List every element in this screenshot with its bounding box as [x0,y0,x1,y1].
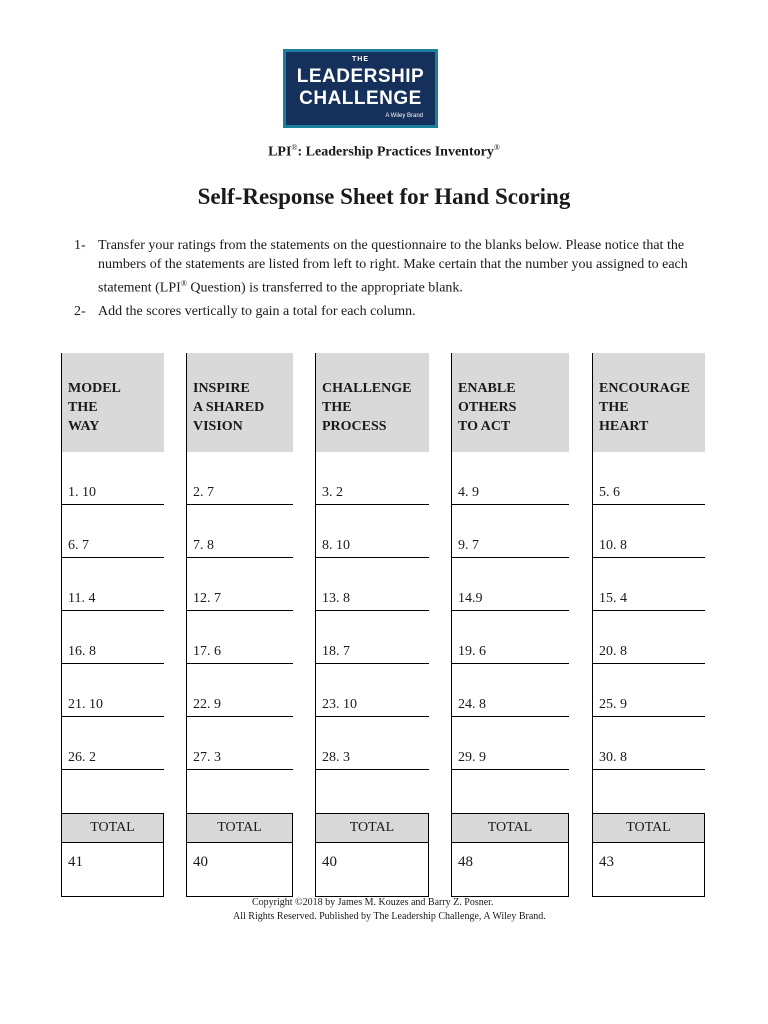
lpi-text: LPI [268,144,292,160]
column-body [61,452,164,814]
column-body [315,452,429,814]
header-line: INSPIRE [193,381,250,396]
score-row: 14.9 [452,558,569,611]
score-row: 27. 3 [187,717,293,770]
instruction-reg: ® [180,279,187,288]
instruction-text-post: Question) is transferred to the appropriate blank. [186,280,463,296]
score-row: 25. 9 [593,664,705,717]
column-body [451,452,569,814]
logo-wiley: A Wiley Brand [385,113,423,119]
score-row: 24. 8 [452,664,569,717]
logo-line2: CHALLENGE [299,88,422,109]
score-row: 11. 4 [62,558,164,611]
score-row: 15. 4 [593,558,705,611]
header-line: TO ACT [458,419,511,434]
score-row: 8. 10 [316,505,429,558]
header-line: A SHARED [193,400,265,415]
header-line: MODEL [68,381,121,396]
column-inspire-a-shared-vision [186,353,293,870]
score-row: 21. 10 [62,664,164,717]
column-header [186,353,293,452]
total-label: TOTAL [186,813,293,843]
score-row: 7. 8 [187,505,293,558]
score-row: 6. 7 [62,505,164,558]
header-line: THE [322,400,352,415]
subtitle-reg: ® [493,143,500,152]
column-challenge-the-process [315,353,429,870]
copyright-line1: Copyright ©2018 by James M. Kouzes and Barry Z. Posner. [252,897,494,908]
score-row: 10. 8 [593,505,705,558]
total-value: 40 [315,843,429,897]
score-row: 16. 8 [62,611,164,664]
instruction-item [74,236,714,298]
column-header [315,353,429,452]
instruction-number: 2- [74,303,86,319]
header-line: THE [599,400,629,415]
instructions [74,236,714,325]
header-line: THE [68,400,98,415]
total-label: TOTAL [592,813,705,843]
lpi-reg: ® [291,143,298,152]
inventory-subtitle [0,143,768,161]
header-line: CHALLENGE [322,381,412,396]
instruction-text-pre: Transfer your ratings from the statements on the questionnaire to the blanks below. Please notice that the numbers of the statements are listed from left to right. Make certain that the number you assigned to each statement (LPI [98,238,688,296]
score-row: 4. 9 [452,452,569,505]
score-row: 3. 2 [316,452,429,505]
total-value: 40 [186,843,293,897]
column-encourage-the-heart [592,353,705,870]
score-row: 29. 9 [452,717,569,770]
header-line: OTHERS [458,400,517,415]
column-header [451,353,569,452]
total-value: 43 [592,843,705,897]
leadership-challenge-logo [283,49,438,128]
score-row: 22. 9 [187,664,293,717]
column-header [592,353,705,452]
column-header [61,353,164,452]
score-row: 2. 7 [187,452,293,505]
total-label: TOTAL [315,813,429,843]
subtitle-text: : Leadership Practices Inventory [297,144,494,160]
header-line: PROCESS [322,419,387,434]
instruction-number: 1- [74,238,86,253]
score-row: 18. 7 [316,611,429,664]
header-line: ENCOURAGE [599,381,691,396]
total-label: TOTAL [61,813,164,843]
score-row: 5. 6 [593,452,705,505]
copyright-line2: All Rights Reserved. Published by The Leadership Challenge, A Wiley Brand. [233,911,546,922]
logo-the: THE [352,56,369,63]
total-label: TOTAL [451,813,569,843]
score-row: 20. 8 [593,611,705,664]
instruction-item [74,302,714,321]
instruction-text [98,236,714,298]
header-line: HEART [599,419,649,434]
column-body [592,452,705,814]
column-model-the-way [61,353,164,870]
score-row: 30. 8 [593,717,705,770]
instruction-text: Add the scores vertically to gain a total for each column. [98,303,416,319]
score-row: 1. 10 [62,452,164,505]
score-row: 12. 7 [187,558,293,611]
score-row: 19. 6 [452,611,569,664]
score-row: 23. 10 [316,664,429,717]
score-row: 13. 8 [316,558,429,611]
column-enable-others-to-act [451,353,569,870]
total-value: 48 [451,843,569,897]
score-row: 28. 3 [316,717,429,770]
score-row: 26. 2 [62,717,164,770]
header-line: ENABLE [458,381,516,396]
copyright-notice [0,896,768,924]
score-row: 9. 7 [452,505,569,558]
score-row: 17. 6 [187,611,293,664]
column-body [186,452,293,814]
header-line: VISION [193,419,243,434]
header-line: WAY [68,419,100,434]
logo-line1: LEADERSHIP [296,66,425,87]
page-title: Self-Response Sheet for Hand Scoring [197,184,571,209]
total-value: 41 [61,843,164,897]
